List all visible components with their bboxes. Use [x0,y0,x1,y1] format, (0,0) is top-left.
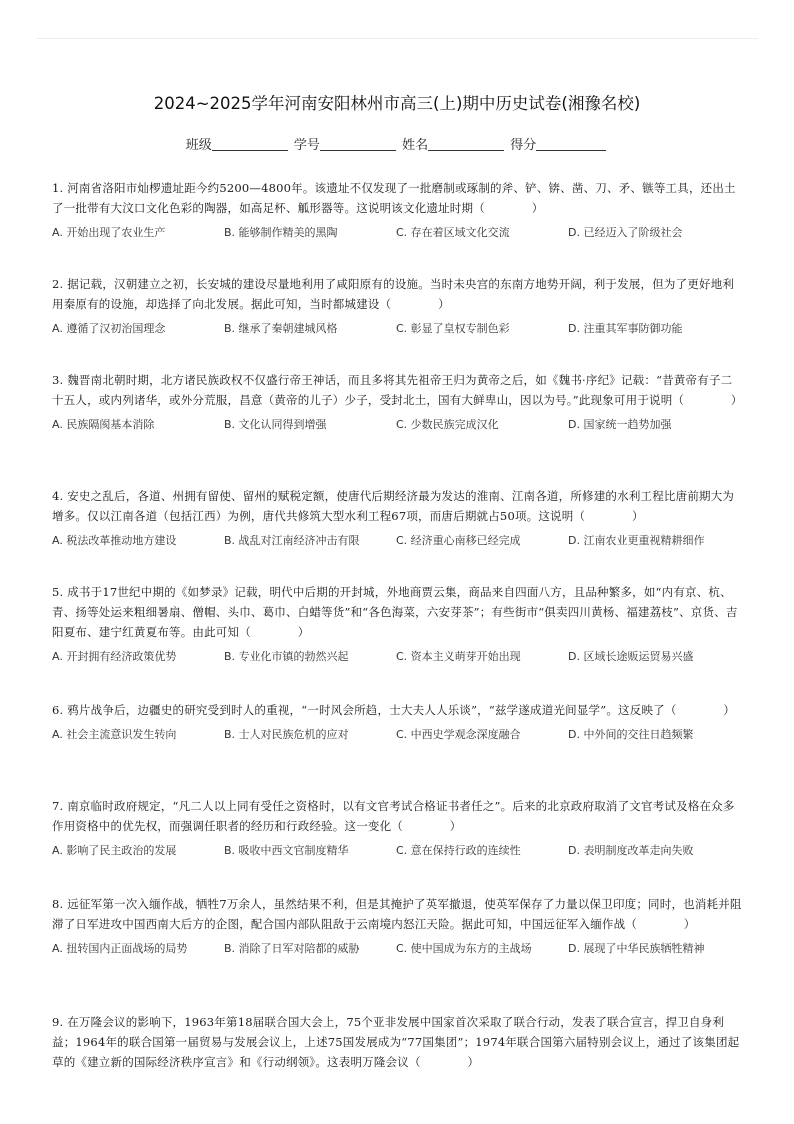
options-row [52,416,742,432]
option-d[interactable]: D. 区域长途贩运贸易兴盛 [568,650,694,663]
option-a[interactable]: A. 税法改革推动地方建设 [52,534,177,547]
options-row [52,726,742,742]
question-3 [52,370,742,432]
question-2 [52,274,742,336]
question-stem: 8. 远征军第一次入缅作战，牺牲7万余人，虽然结果不利，但是其掩护了英军撤退，使英军保存了力量以保卫印度；同时，也消耗并阻滞了日军进攻中国西南大后方的企图，配合国内部队阻敌于云南境内怒江天险。据此可知，中国远征军入缅作战（ ） [52,897,742,931]
name-label: 姓名 [402,138,429,153]
option-b[interactable]: B. 吸收中西文官制度精华 [224,844,349,857]
option-b[interactable]: B. 专业化市镇的勃然兴起 [224,650,349,663]
question-stem: 3. 魏晋南北朝时期，北方诸民族政权不仅盛行帝王神话，而且多将其先祖帝王归为黄帝之后，如《魏书·序纪》记载：“昔黄帝有子二十五人，或内列诸华，或外分荒服，昌意（黄帝的儿子）少子，受封北土，国有大鲜卑山，因以为号。”此现象可用于说明（ ） [52,373,743,407]
question-5 [52,582,742,664]
option-c[interactable]: C. 使中国成为东方的主战场 [396,942,532,955]
question-9 [52,1012,742,1072]
option-d[interactable]: D. 中外间的交往日趋频繁 [568,728,694,741]
options-row [52,648,742,664]
option-b[interactable]: B. 能够制作精美的黑陶 [224,226,338,239]
option-a[interactable]: A. 影响了民主政治的发展 [52,844,177,857]
option-a[interactable]: A. 开封拥有经济政策优势 [52,650,177,663]
question-stem: 2. 据记载，汉朝建立之初，长安城的建设尽量地利用了咸阳原有的设施。当时未央宫的东南方地势开阔，利于发展，但为了更好地利用秦原有的设施，却选择了向北发展。据此可知，当时都城建设（ ） [52,277,735,311]
question-1 [52,178,742,240]
question-8 [52,894,742,956]
option-a[interactable]: A. 民族隔阂基本消除 [52,418,155,431]
class-blank[interactable] [212,136,288,151]
question-4 [52,486,742,548]
option-b[interactable]: B. 继承了秦朝建城风格 [224,322,338,335]
question-stem: 1. 河南省洛阳市灿椤遗址距今约5200—4800年。该遗址不仅发现了一批磨制或琢制的斧、铲、锛、凿、刀、矛、镞等工具，还出土了一批带有大汶口文化色彩的陶器，如高足杯、觚形器等。这说明该文化遗址时期（ ） [52,181,736,215]
option-b[interactable]: B. 士人对民族危机的应对 [224,728,349,741]
options-row [52,842,742,858]
option-c[interactable]: C. 少数民族完成汉化 [396,418,499,431]
option-d[interactable]: D. 国家统一趋势加强 [568,418,672,431]
number-blank[interactable] [320,136,396,151]
option-c[interactable]: C. 中西史学观念深度融合 [396,728,521,741]
option-d[interactable]: D. 注重其军事防御功能 [568,322,683,335]
student-info-line [0,134,794,153]
options-row [52,224,742,240]
question-stem: 4. 安史之乱后，各道、州拥有留使、留州的赋税定额，使唐代后期经济最为发达的淮南、江南各道，所修建的水利工程比唐前期大为增多。仅以江南各道（包括江西）为例，唐代共修筑大型水利工程67项，而唐后期就占50项。这说明（ ） [52,489,735,523]
option-d[interactable]: D. 江南农业更重视精耕细作 [568,534,705,547]
option-c[interactable]: C. 彰显了皇权专制色彩 [396,322,510,335]
page-title: 2024~2025学年河南安阳林州市高三(上)期中历史试卷(湘豫名校) [153,94,641,113]
option-a[interactable]: A. 开始出现了农业生产 [52,226,166,239]
option-a[interactable]: A. 扭转国内正面战场的局势 [52,942,188,955]
option-b[interactable]: B. 文化认同得到增强 [224,418,327,431]
option-a[interactable]: A. 社会主流意识发生转向 [52,728,177,741]
number-label: 学号 [293,138,320,153]
option-c[interactable]: C. 存在着区域文化交流 [396,226,510,239]
class-label: 班级 [185,138,212,153]
option-b[interactable]: B. 消除了日军对陪都的威胁 [224,942,360,955]
question-6 [52,700,742,742]
top-divider [36,38,758,39]
question-stem: 6. 鸦片战争后，边疆史的研究受到时人的重视，“一时风会所趋，士大夫人人乐谈”，“兹学遂成道光间显学”。这反映了（ ） [52,703,736,717]
option-d[interactable]: D. 展现了中华民族牺牲精神 [568,942,705,955]
option-a[interactable]: A. 遵循了汉初治国理念 [52,322,166,335]
name-blank[interactable] [428,136,504,151]
option-d[interactable]: D. 已经迈入了阶级社会 [568,226,683,239]
question-stem: 5. 成书于17世纪中期的《如梦录》记载，明代中后期的开封城，外地商贾云集，商品来自四面八方，且品种繁多，如“内有京、杭、青、扬等处运来粗细暑扇、僧帽、头巾、葛巾、白蜡等货”和“各色海菜，六安芽茶”；有些街市“俱卖四川黄杨、福建荔枝”、京货、吉阳夏布、建宁红黄夏布等。由此可知（ ） [52,585,738,639]
question-stem: 9. 在万隆会议的影响下，1963年第18届联合国大会上，75个亚非发展中国家首次采取了联合行动，发表了联合宣言，捍卫自身利益；1964年的联合国第一届贸易与发展会议上，上述75国发展成为“77国集团”；1974年联合国第六届特别会议上，通过了该集团起草的《建立新的国际经济秩序宣言》和《行动纲领》。这表明万隆会议（ ） [52,1015,740,1069]
option-c[interactable]: C. 资本主义萌芽开始出现 [396,650,521,663]
options-row [52,532,742,548]
options-row [52,320,742,336]
question-7 [52,796,742,858]
option-b[interactable]: B. 战乱对江南经济冲击有限 [224,534,360,547]
option-c[interactable]: C. 意在保持行政的连续性 [396,844,521,857]
option-c[interactable]: C. 经济重心南移已经完成 [396,534,521,547]
score-blank[interactable] [536,136,606,151]
score-label: 得分 [510,138,537,153]
options-row [52,940,742,956]
option-d[interactable]: D. 表明制度改革走向失败 [568,844,694,857]
question-stem: 7. 南京临时政府规定，“凡二人以上同有受任之资格时，以有文官考试合格证书者任之”。后来的北京政府取消了文官考试及格在众多作用资格中的优先权，而强调任职者的经历和行政经验。这一变化（ ） [52,799,735,833]
